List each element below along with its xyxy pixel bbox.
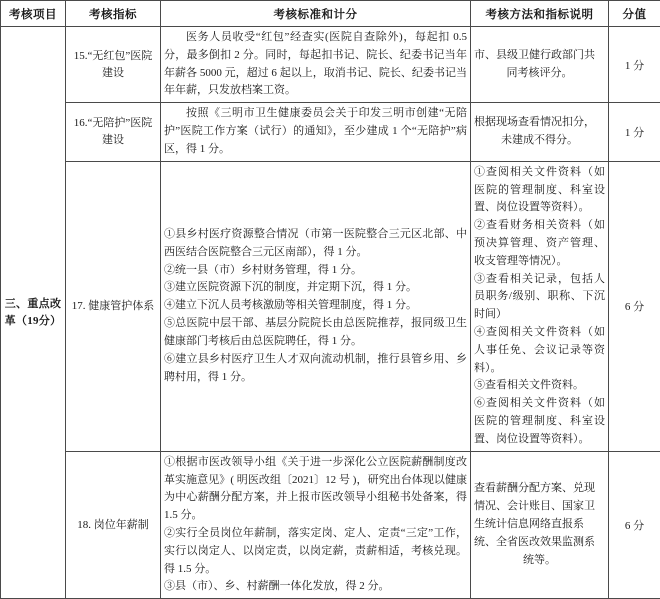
method-item: ①查阅相关文件资料（如医院的管理制度、科室设置、岗位设置等资料）。	[474, 164, 605, 217]
table-header	[1, 1, 660, 27]
score-cell-15: 1 分	[609, 27, 660, 103]
table-row	[1, 161, 660, 451]
score-cell-18: 6 分	[609, 451, 660, 599]
method-text: 市、县级卫健行政部门共同考核评分。	[474, 47, 605, 83]
method-cell-15	[471, 27, 609, 103]
standard-item: ①根据市医改领导小组《关于进一步深化公立医院薪酬制度改革实施意见》( 明医改组〔2021〕12 号 )，研究出台体现以健康为中心薪酬分配方案，并上报市医改领导小组秘书处备案，得 1.5 分。	[164, 454, 467, 525]
standard-item: ⑥建立县乡村医疗卫生人才双向流动机制，推行县管乡用、乡聘村用，得 1 分。	[164, 351, 467, 387]
header-assessment-method: 考核方法和指标说明	[471, 1, 609, 27]
table-row	[1, 103, 660, 161]
indicator-cell-17: 17. 健康管护体系	[66, 161, 161, 451]
score-cell-16: 1 分	[609, 103, 660, 161]
indicator-cell-18: 18. 岗位年薪制	[66, 451, 161, 599]
header-score-value: 分值	[609, 1, 660, 27]
method-text: 查看薪酬分配方案、兑现情况、会计账目、国家卫生统计信息网络直报系统、全省医改效果监测系统等。	[474, 480, 605, 569]
standard-cell-18	[161, 451, 471, 599]
category-cell: 三、重点改革（19分）	[1, 27, 66, 599]
method-item: ④查阅相关文件资料（如人事任免、会议记录等资料）。	[474, 324, 605, 377]
score-cell-17: 6 分	[609, 161, 660, 451]
method-item: ⑤查看相关文件资料。	[474, 377, 605, 395]
method-cell-16	[471, 103, 609, 161]
header-assessment-indicator: 考核指标	[66, 1, 161, 27]
method-item: ⑥查阅相关文件资料（如医院的管理制度、科室设置、岗位设置等资料）。	[474, 395, 605, 448]
indicator-cell-15: 15.“无红包”医院建设	[66, 27, 161, 103]
standard-text: 医务人员收受“红包”经查实(医院自查除外)，每起扣 0.5 分，最多倒扣 2 分。同时，每起扣书记、院长、纪委书记当年年薪各 5000 元，超过 6 起以上，取消书记、院长、纪委书记当年年薪，只发放档案工资。	[164, 29, 467, 100]
table-row	[1, 27, 660, 103]
method-text: 根据现场查看情况扣分，未建成不得分。	[474, 114, 605, 150]
header-assessment-item: 考核项目	[1, 1, 66, 27]
standard-item: ④建立下沉人员考核激励等相关管理制度，得 1 分。	[164, 297, 467, 315]
standard-item: ⑤总医院中层干部、基层分院院长由总医院推荐，报同级卫生健康部门考核后由总医院聘任，得 1 分。	[164, 315, 467, 351]
method-cell-17	[471, 161, 609, 451]
indicator-cell-16: 16.“无陪护”医院建设	[66, 103, 161, 161]
standard-cell-17	[161, 161, 471, 451]
standard-item: ③建立医院资源下沉的制度，并定期下沉，得 1 分。	[164, 279, 467, 297]
standard-text: 按照《三明市卫生健康委员会关于印发三明市创建“无陪护”医院工作方案（试行）的通知》，至少建成 1 个“无陪护”病区，得 1 分。	[164, 105, 467, 158]
standard-cell-16	[161, 103, 471, 161]
table-body	[1, 27, 660, 599]
standard-item: ②统一县（市）乡村财务管理，得 1 分。	[164, 262, 467, 280]
method-item: ②查看财务相关资料（如预决算管理、资产管理、收支管理等情况）。	[474, 217, 605, 270]
table-row	[1, 451, 660, 599]
standard-item: ①县乡村医疗资源整合情况（市第一医院整合三元区北部、中西医结合医院整合三元区南部），得 1 分。	[164, 226, 467, 262]
header-row	[1, 1, 660, 27]
header-assessment-standard: 考核标准和计分	[161, 1, 471, 27]
standard-cell-15	[161, 27, 471, 103]
standard-item: ③县（市）、乡、村薪酬一体化发放，得 2 分。	[164, 578, 467, 596]
standard-item: ②实行全员岗位年薪制，落实定岗、定人、定责“三定”工作，实行以岗定人、以岗定责，以岗定薪，责薪相适，考核兑现。得 1.5 分。	[164, 525, 467, 578]
method-cell-18	[471, 451, 609, 599]
method-item: ③查看相关记录，包括人员职务/级别、职称、下沉时间）	[474, 271, 605, 324]
